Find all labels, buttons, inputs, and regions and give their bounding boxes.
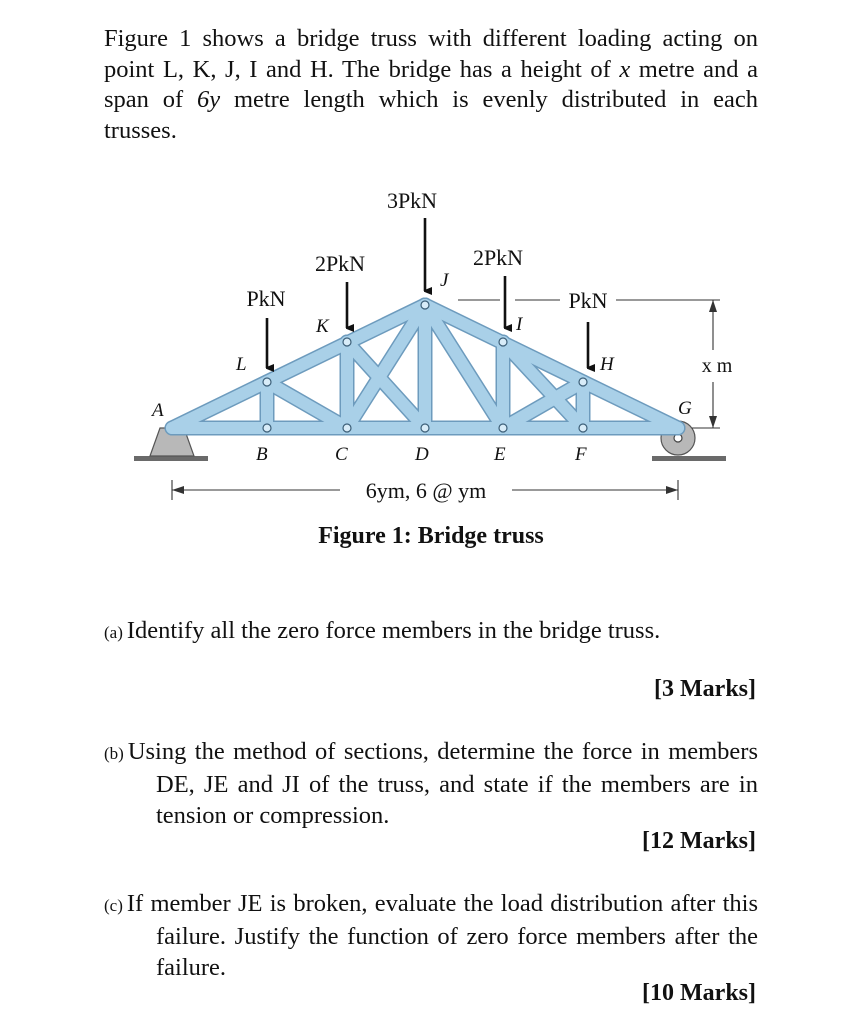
joint-label-b: B	[256, 444, 268, 465]
load-label-l: PkN	[246, 286, 286, 311]
load-label-h: PkN	[568, 288, 608, 313]
joint-label-k: K	[316, 316, 329, 337]
joint-label-l: L	[236, 354, 247, 375]
joint-label-h: H	[600, 354, 614, 375]
joint-label-i: I	[516, 314, 523, 335]
load-label-j: 3PkN	[386, 188, 438, 213]
question-c-label: (c)	[104, 896, 123, 915]
figure-caption: Figure 1: Bridge truss	[318, 523, 544, 549]
question-b-marks: [12 Marks]	[642, 828, 756, 854]
joint-label-j: J	[440, 270, 449, 291]
joint-label-d: D	[415, 444, 429, 465]
question-a	[104, 615, 758, 648]
question-c-marks: [10 Marks]	[642, 980, 756, 1006]
joint-label-g: G	[678, 398, 692, 419]
question-c-text: If member JE is broken, evaluate the load distribution after this failure. Justify the function of zero force members after the failure.	[126, 890, 758, 981]
question-b	[104, 736, 758, 831]
question-a-marks: [3 Marks]	[654, 676, 756, 702]
intro-text-1: Figure 1 shows a bridge truss with different loading acting on point L, K, J, I and H. The bridge has a height of	[104, 25, 758, 83]
span-label: 6ym, 6 @ ym	[365, 478, 487, 503]
question-c	[104, 888, 758, 983]
question-a-label: (a)	[104, 623, 123, 642]
load-label-i: 2PkN	[472, 245, 524, 270]
intro-var-x: x	[619, 55, 631, 83]
load-label-k: 2PkN	[314, 251, 366, 276]
intro-text-3: metre length which is evenly distributed in each trusses.	[104, 86, 758, 144]
joint-label-a: A	[152, 400, 164, 421]
question-b-text: Using the method of sections, determine the force in members DE, JE and JI of the truss, and state if the members are in tension or compression.	[127, 738, 758, 829]
joint-label-f: F	[575, 444, 587, 465]
joint-label-c: C	[335, 444, 348, 465]
intro-text-2: metre and a span of	[104, 55, 758, 113]
question-b-label: (b)	[104, 744, 124, 763]
joint-label-e: E	[494, 444, 506, 465]
question-a-text: Identify all the zero force members in the bridge truss.	[126, 617, 661, 644]
intro-var-6y: 6y	[196, 86, 221, 113]
height-label: x m	[701, 355, 733, 377]
